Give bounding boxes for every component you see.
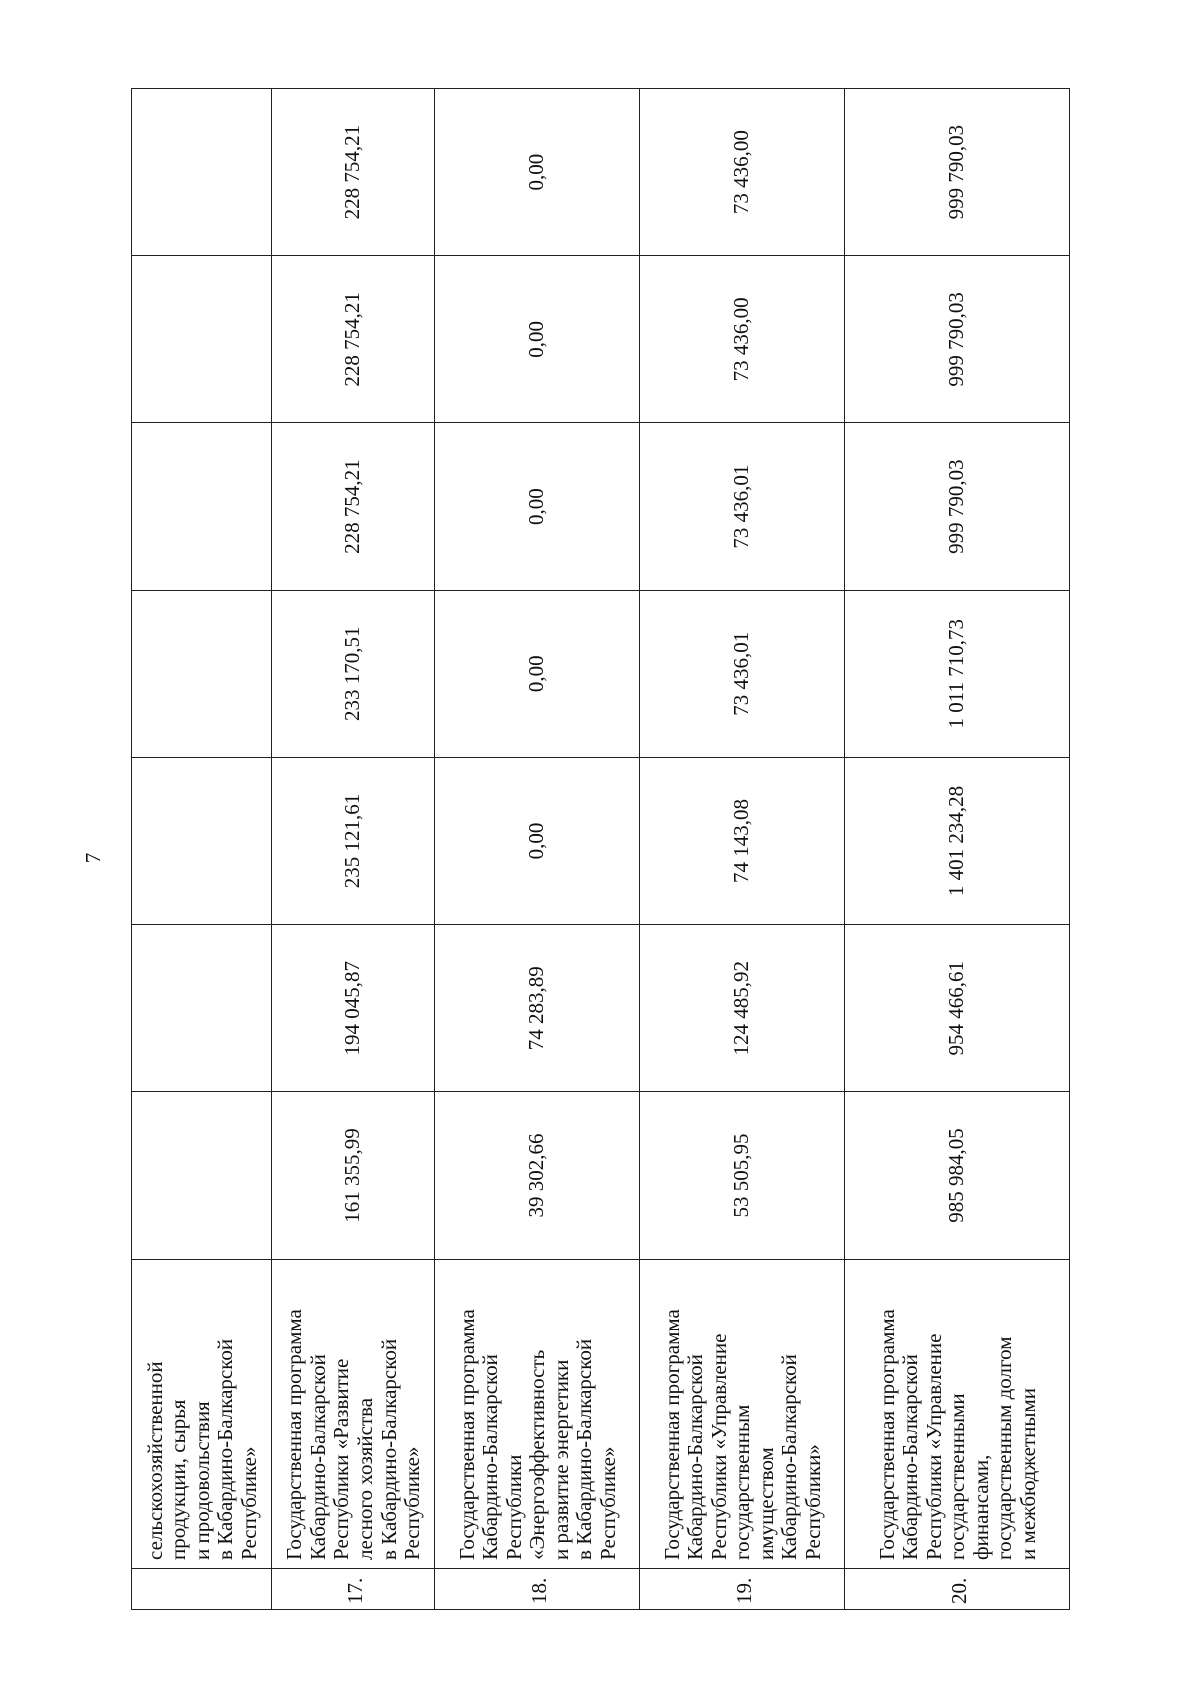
amount-cell: 73 436,00 bbox=[640, 256, 845, 423]
amount-cell: 0,00 bbox=[435, 757, 640, 924]
program-name-line: имуществом bbox=[753, 1447, 778, 1560]
program-name-line: лесного хозяйства bbox=[353, 1397, 377, 1560]
budget-table bbox=[131, 88, 1070, 1610]
row-number: 19. bbox=[640, 1568, 845, 1609]
amount-cell: 228 754,21 bbox=[272, 89, 435, 256]
table-row bbox=[640, 89, 845, 1610]
amount-cell: 1 011 710,73 bbox=[845, 590, 1070, 757]
table-row bbox=[845, 89, 1070, 1610]
program-name-line: Республики «Развитие bbox=[329, 1358, 354, 1560]
amount-cell: 39 302,66 bbox=[435, 1092, 640, 1259]
program-name-line: Государственная программа bbox=[282, 1309, 307, 1560]
program-name-line: и продовольствия bbox=[189, 1401, 214, 1560]
amount-cell: 0,00 bbox=[435, 590, 640, 757]
program-name-line: «Энергоэффективность bbox=[525, 1349, 550, 1560]
program-name-line: Кабардино-Балкарской bbox=[683, 1354, 708, 1560]
amount-cell bbox=[132, 590, 272, 757]
program-name-line: Республики «Управление bbox=[706, 1333, 731, 1560]
program-name-line: Республики «Управление bbox=[921, 1333, 946, 1560]
amount-cell: 73 436,01 bbox=[640, 590, 845, 757]
amount-cell: 124 485,92 bbox=[640, 925, 845, 1092]
amount-cell bbox=[132, 1092, 272, 1259]
table-row bbox=[435, 89, 640, 1610]
program-name-line: Кабардино-Балкарской bbox=[777, 1354, 802, 1560]
amount-cell: 228 754,21 bbox=[272, 256, 435, 423]
page-number: 7 bbox=[80, 852, 105, 864]
program-name-line: и развитие энергетики bbox=[548, 1359, 573, 1560]
amount-cell: 194 045,87 bbox=[272, 925, 435, 1092]
program-name-line: Республике» bbox=[236, 1446, 261, 1560]
program-name-line: Государственная программа bbox=[874, 1309, 899, 1560]
amount-cell: 0,00 bbox=[435, 89, 640, 256]
program-name-line: Кабардино-Балкарской bbox=[898, 1354, 923, 1560]
amount-cell: 999 790,03 bbox=[845, 89, 1070, 256]
amount-cell: 954 466,61 bbox=[845, 925, 1070, 1092]
amount-cell: 161 355,99 bbox=[272, 1092, 435, 1259]
table-row bbox=[272, 89, 435, 1610]
program-name-line: Государственная программа bbox=[659, 1309, 684, 1560]
row-number: 18. bbox=[435, 1568, 640, 1609]
program-name-line: Республики» bbox=[800, 1444, 825, 1560]
program-name-line: Республики bbox=[501, 1454, 526, 1560]
program-name-line: в Кабардино-Балкарской bbox=[376, 1338, 401, 1560]
program-name-line: государственным долгом bbox=[992, 1336, 1017, 1560]
amount-cell: 0,00 bbox=[435, 256, 640, 423]
program-name-cell bbox=[272, 1259, 435, 1568]
program-name-line: Республике» bbox=[400, 1446, 425, 1560]
amount-cell bbox=[132, 89, 272, 256]
amount-cell: 53 505,95 bbox=[640, 1092, 845, 1259]
program-name-line: в Кабардино-Балкарской bbox=[572, 1338, 597, 1560]
budget-table-rotated bbox=[131, 88, 1069, 1610]
row-number bbox=[132, 1568, 272, 1609]
amount-cell bbox=[132, 925, 272, 1092]
amount-cell: 1 401 234,28 bbox=[845, 757, 1070, 924]
program-name-line: Республике» bbox=[595, 1446, 620, 1560]
amount-cell: 74 143,08 bbox=[640, 757, 845, 924]
amount-cell bbox=[132, 256, 272, 423]
program-name-line: Государственная программа bbox=[454, 1309, 479, 1560]
amount-cell: 233 170,51 bbox=[272, 590, 435, 757]
row-number: 17. bbox=[272, 1568, 435, 1609]
amount-cell: 985 984,05 bbox=[845, 1092, 1070, 1259]
row-number: 20. bbox=[845, 1568, 1070, 1609]
program-name-cell bbox=[132, 1259, 272, 1568]
amount-cell: 73 436,00 bbox=[640, 89, 845, 256]
program-name-line: финансами, bbox=[968, 1454, 993, 1560]
program-name-line: Кабардино-Балкарской bbox=[305, 1354, 330, 1560]
amount-cell bbox=[132, 423, 272, 590]
amount-cell: 73 436,01 bbox=[640, 423, 845, 590]
program-name-line: в Кабардино-Балкарской bbox=[213, 1338, 238, 1560]
program-name-line: продукции, сырья bbox=[166, 1399, 191, 1560]
table-row bbox=[132, 89, 272, 1610]
amount-cell: 235 121,61 bbox=[272, 757, 435, 924]
program-name-line: Кабардино-Балкарской bbox=[478, 1354, 503, 1560]
amount-cell: 999 790,03 bbox=[845, 423, 1070, 590]
program-name-cell bbox=[435, 1259, 640, 1568]
amount-cell bbox=[132, 757, 272, 924]
amount-cell: 228 754,21 bbox=[272, 423, 435, 590]
program-name-cell bbox=[640, 1259, 845, 1568]
program-name-cell bbox=[845, 1259, 1070, 1568]
program-name-line: государственным bbox=[730, 1404, 755, 1560]
amount-cell: 74 283,89 bbox=[435, 925, 640, 1092]
amount-cell: 999 790,03 bbox=[845, 256, 1070, 423]
program-name-line: сельскохозяйственной bbox=[142, 1361, 167, 1560]
program-name-line: государственными bbox=[945, 1393, 970, 1560]
program-name-line: и межбюджетными bbox=[1015, 1388, 1040, 1560]
amount-cell: 0,00 bbox=[435, 423, 640, 590]
